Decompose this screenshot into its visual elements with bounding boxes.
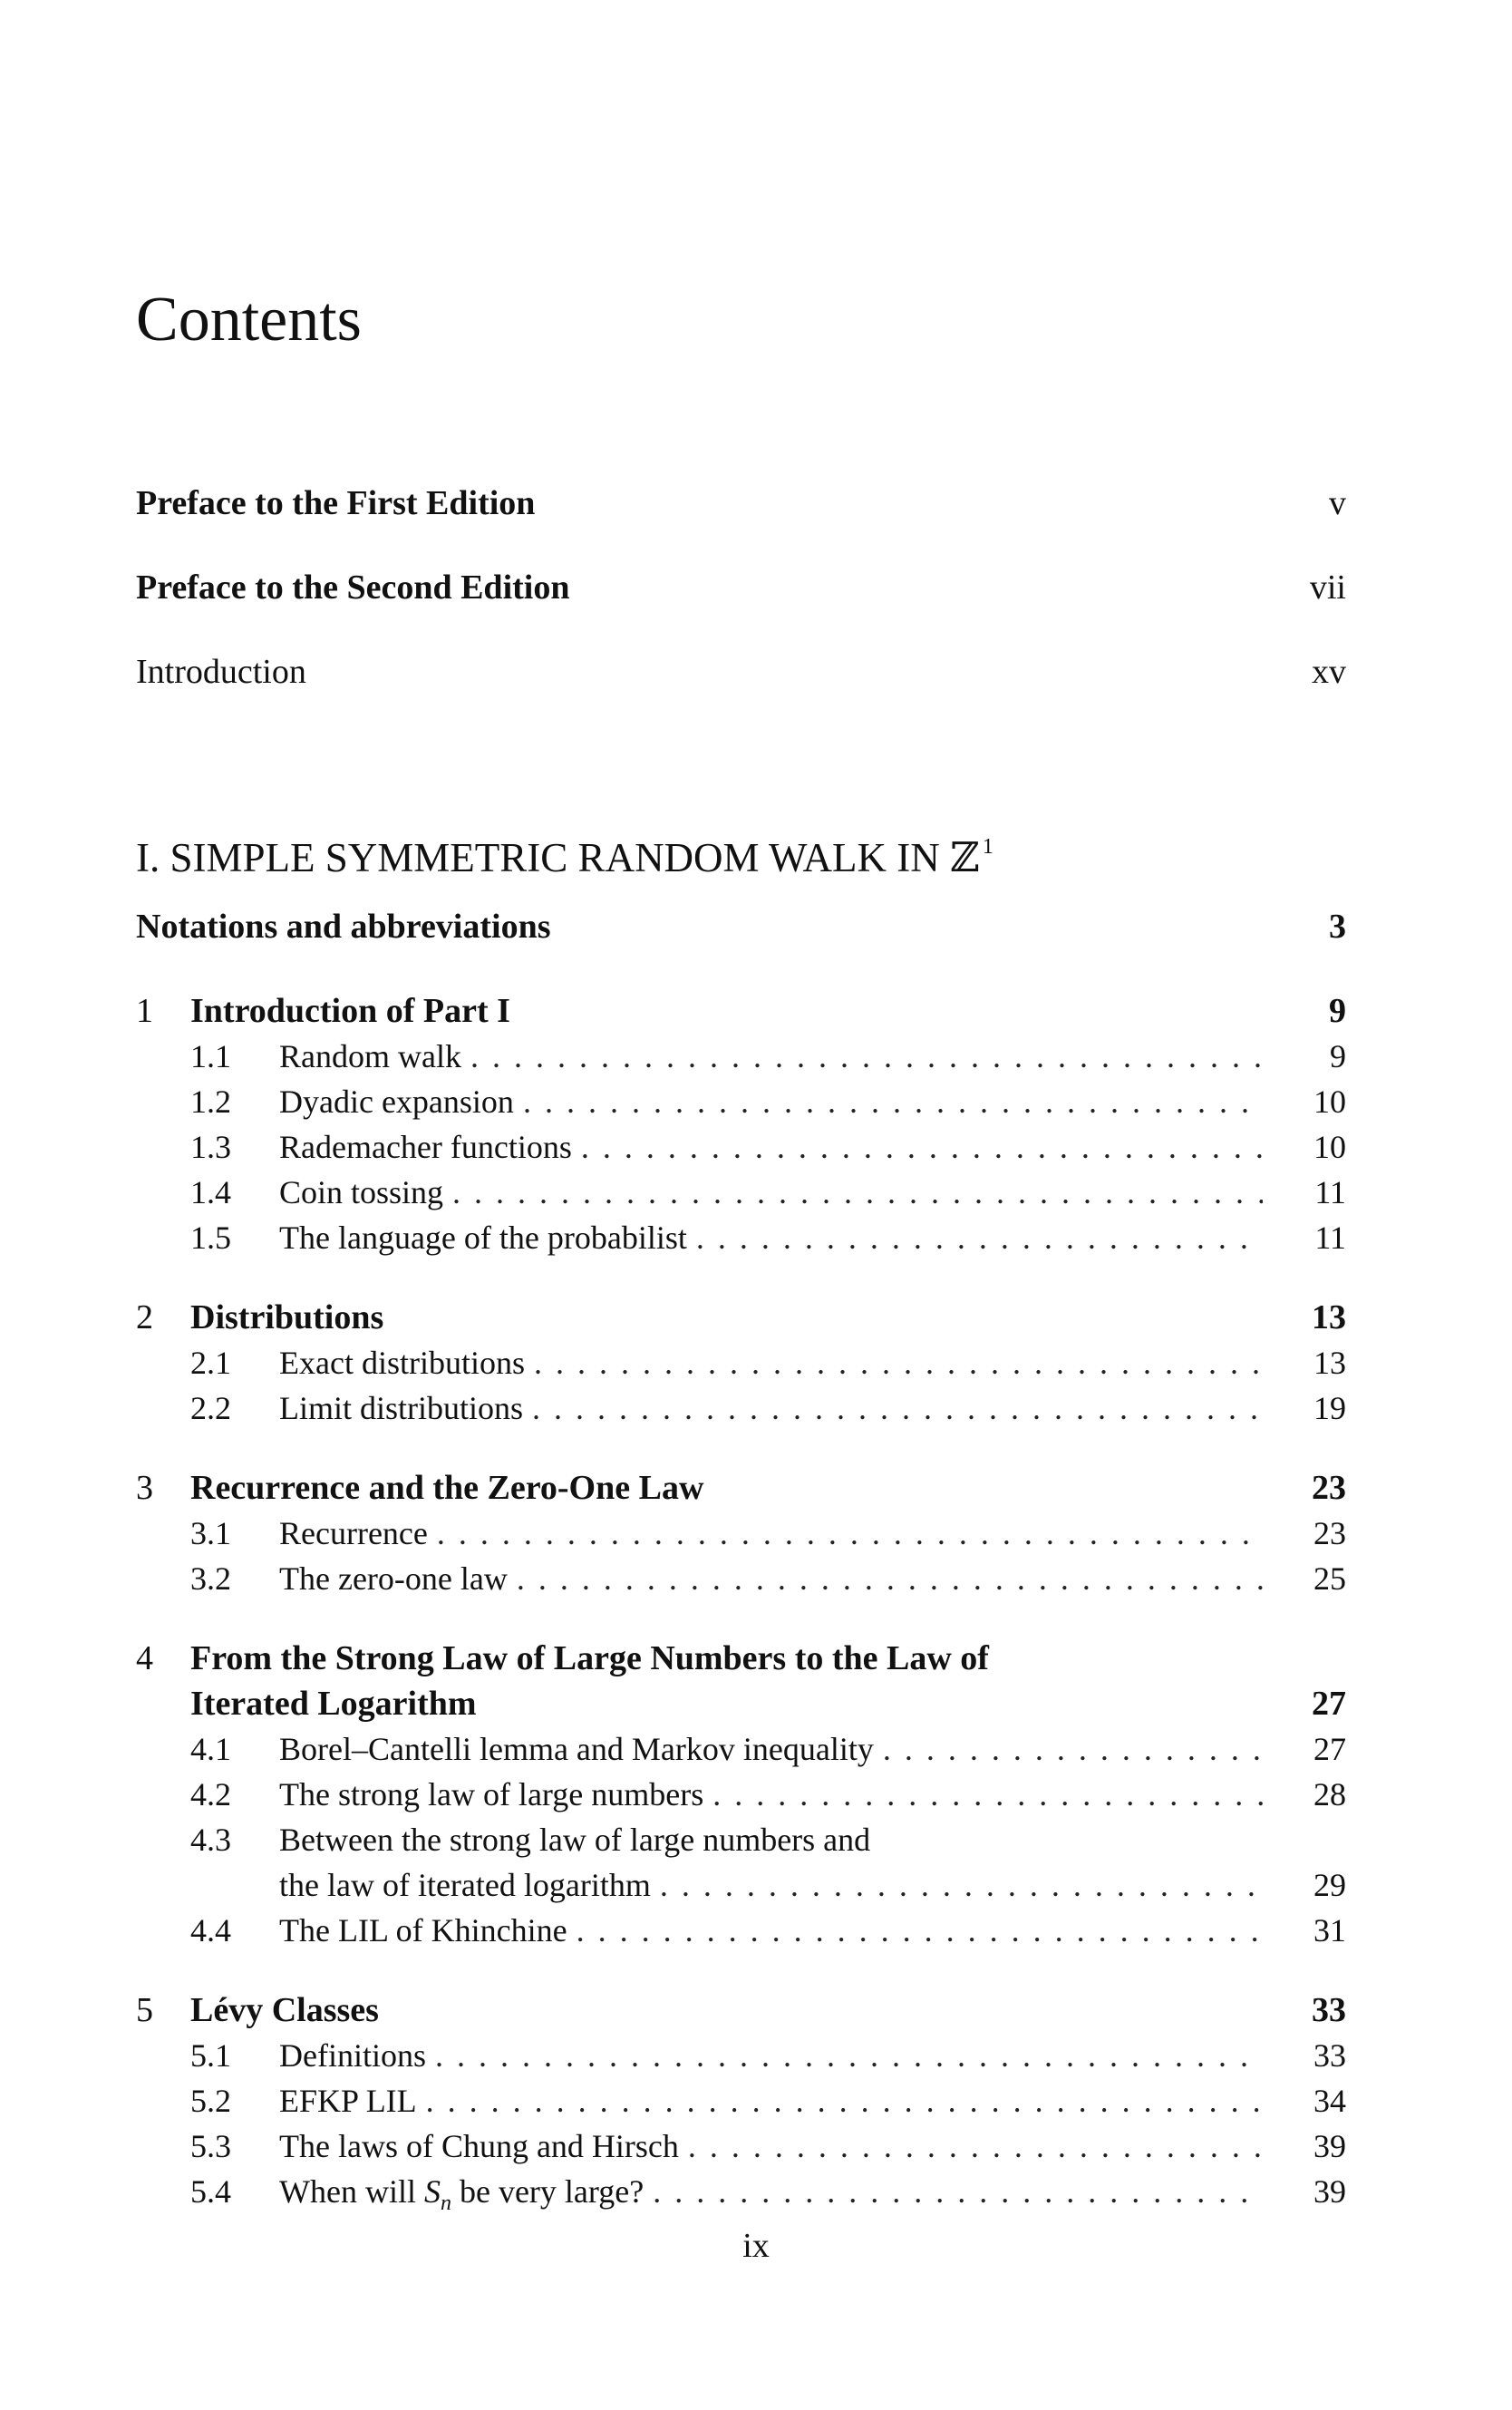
- chapter-3: [136, 1465, 1346, 1601]
- toc-entry-page: 3: [1329, 908, 1346, 946]
- section-number: 5.3: [190, 2128, 231, 2164]
- section-page: 31: [1313, 1912, 1346, 1948]
- chapter-5: [136, 1987, 1346, 2226]
- dot-leader: [653, 2169, 1263, 2214]
- chapter-title-line1: From the Strong Law of Large Numbers to the Law of: [190, 1639, 989, 1677]
- section-title: EFKP LIL: [279, 2083, 417, 2119]
- dot-leader: [426, 2078, 1263, 2123]
- table-of-contents: [136, 481, 1346, 2260]
- section-entry[interactable]: [136, 1034, 1346, 1079]
- section-number: 5.4: [190, 2173, 231, 2210]
- chapter-title: Lévy Classes: [190, 1991, 379, 2029]
- section-entry[interactable]: [136, 2078, 1346, 2123]
- dot-leader: [470, 1034, 1263, 1079]
- section-title: Exact distributions: [279, 1345, 525, 1381]
- section-title-post: be very large?: [451, 2173, 645, 2210]
- chapter-title-line2: Iterated Logarithm: [190, 1685, 477, 1723]
- toc-entry-preface-second[interactable]: [136, 565, 1346, 649]
- toc-entry-label: Preface to the Second Edition: [136, 568, 570, 607]
- section-page: 11: [1314, 1174, 1346, 1210]
- section-entry[interactable]: [136, 1385, 1346, 1431]
- toc-entry-label: Notations and abbreviations: [136, 908, 551, 946]
- dot-leader: [534, 1340, 1263, 1385]
- section-page: 23: [1313, 1515, 1346, 1551]
- dot-leader: [581, 1124, 1263, 1170]
- section-page: 10: [1313, 1084, 1346, 1120]
- section-page: 29: [1313, 1867, 1346, 1903]
- dot-leader: [532, 1385, 1263, 1431]
- toc-entry-notations[interactable]: [136, 904, 1346, 988]
- section-title: Rademacher functions: [279, 1129, 572, 1165]
- toc-entry-page: vii: [1309, 568, 1346, 607]
- toc-entry-page: xv: [1312, 653, 1346, 691]
- dot-leader: [435, 2033, 1263, 2078]
- section-title: The language of the probabilist: [279, 1220, 687, 1256]
- section-title-line2: the law of iterated logarithm: [279, 1867, 651, 1903]
- section-entry[interactable]: [136, 1079, 1346, 1124]
- page-title: Contents: [136, 285, 362, 355]
- chapter-title: [190, 1636, 1274, 1726]
- section-title: Definitions: [279, 2037, 426, 2074]
- section-title: Random walk: [279, 1038, 461, 1074]
- section-entry[interactable]: [136, 1772, 1346, 1817]
- math-symbol: S: [423, 2173, 441, 2210]
- section-number: 2.2: [190, 1390, 231, 1426]
- chapter-page: 9: [1329, 992, 1346, 1030]
- section-title: The strong law of large numbers: [279, 1776, 704, 1812]
- section-number: 2.1: [190, 1345, 231, 1381]
- section-entry[interactable]: [136, 2169, 1346, 2226]
- section-number: 1.3: [190, 1129, 231, 1165]
- chapter-number: 3: [136, 1469, 153, 1507]
- page-number-footer: ix: [742, 2227, 770, 2265]
- chapter-page: 13: [1312, 1298, 1346, 1336]
- section-number: 3.1: [190, 1515, 231, 1551]
- section-page: 10: [1313, 1129, 1346, 1165]
- chapter-title: Distributions: [190, 1298, 384, 1336]
- section-title-pre: When will: [279, 2173, 424, 2210]
- section-number: 4.2: [190, 1776, 231, 1812]
- toc-entry-label: Preface to the First Edition: [136, 484, 536, 522]
- dot-leader: [660, 1862, 1263, 1908]
- section-title: Recurrence: [279, 1515, 428, 1551]
- section-entry[interactable]: [136, 1908, 1346, 1953]
- section-number: 4.1: [190, 1731, 231, 1767]
- math-subscript: n: [440, 2191, 451, 2216]
- section-entry[interactable]: [136, 1817, 1346, 1908]
- section-number: 1.2: [190, 1084, 231, 1120]
- chapter-page: 27: [1312, 1685, 1346, 1723]
- section-entry[interactable]: [136, 1556, 1346, 1601]
- section-title: Limit distributions: [279, 1390, 524, 1426]
- toc-entry-page: v: [1329, 484, 1346, 522]
- section-entry[interactable]: [136, 1215, 1346, 1260]
- section-title: The zero-one law: [279, 1560, 508, 1597]
- chapter-page: 33: [1312, 1991, 1346, 2029]
- chapter-number: 1: [136, 992, 153, 1030]
- section-title: The LIL of Khinchine: [279, 1912, 567, 1948]
- section-title: Borel–Cantelli lemma and Markov inequality: [279, 1731, 874, 1767]
- chapter-heading[interactable]: [136, 988, 1346, 1034]
- toc-entry-preface-first[interactable]: [136, 481, 1346, 565]
- chapter-number: 4: [136, 1639, 153, 1677]
- chapter-2: [136, 1295, 1346, 1431]
- dot-leader: [452, 1170, 1263, 1215]
- section-title: The laws of Chung and Hirsch: [279, 2128, 679, 2164]
- section-page: 25: [1313, 1560, 1346, 1597]
- section-number: 5.1: [190, 2037, 231, 2074]
- chapter-page: 23: [1312, 1469, 1346, 1507]
- chapter-heading[interactable]: [136, 1465, 1346, 1511]
- section-page: 39: [1313, 2128, 1346, 2164]
- chapter-number: 2: [136, 1298, 153, 1336]
- section-number: 1.4: [190, 1174, 231, 1210]
- section-entry[interactable]: [136, 2123, 1346, 2169]
- chapter-heading[interactable]: [136, 1987, 1346, 2033]
- dot-leader: [712, 1772, 1263, 1817]
- section-page: 28: [1313, 1776, 1346, 1812]
- section-page: 33: [1313, 2037, 1346, 2074]
- section-title: [279, 2169, 644, 2226]
- section-page: 13: [1313, 1345, 1346, 1381]
- dot-leader: [523, 1079, 1263, 1124]
- dot-leader: [883, 1726, 1263, 1772]
- toc-entry-label: Introduction: [136, 653, 306, 691]
- part-title-superscript: 1: [982, 835, 993, 859]
- dot-leader: [437, 1511, 1263, 1556]
- section-page: 11: [1314, 1220, 1346, 1256]
- section-entry[interactable]: [136, 1124, 1346, 1170]
- dot-leader: [577, 1908, 1263, 1953]
- chapter-heading[interactable]: [136, 1295, 1346, 1340]
- section-title: Coin tossing: [279, 1174, 444, 1210]
- chapter-title: Recurrence and the Zero-One Law: [190, 1469, 704, 1507]
- dot-leader: [688, 2123, 1263, 2169]
- section-page: 9: [1330, 1038, 1346, 1074]
- section-title: Dyadic expansion: [279, 1084, 514, 1120]
- section-number: 5.2: [190, 2083, 231, 2119]
- chapter-number: 5: [136, 1991, 153, 2029]
- section-page: 34: [1313, 2083, 1346, 2119]
- section-number: 1.5: [190, 1220, 231, 1256]
- section-title-line1: Between the strong law of large numbers and: [279, 1822, 871, 1858]
- chapter-title: Introduction of Part I: [190, 992, 510, 1030]
- dot-leader: [517, 1556, 1263, 1601]
- section-number: 4.4: [190, 1912, 231, 1948]
- chapter-1: [136, 988, 1346, 1260]
- section-page: 39: [1313, 2173, 1346, 2210]
- chapter-4: [136, 1636, 1346, 1953]
- section-entry[interactable]: [136, 1340, 1346, 1385]
- section-entry[interactable]: [136, 1511, 1346, 1556]
- toc-entry-introduction[interactable]: [136, 649, 1346, 734]
- section-entry[interactable]: [136, 2033, 1346, 2078]
- section-page: 19: [1313, 1390, 1346, 1426]
- section-number: 1.1: [190, 1038, 231, 1074]
- chapter-heading[interactable]: [136, 1636, 1346, 1726]
- section-entry[interactable]: [136, 1170, 1346, 1215]
- part-title: [136, 820, 1346, 904]
- section-number: 3.2: [190, 1560, 231, 1597]
- dot-leader: [696, 1215, 1263, 1260]
- part-title-text: I. SIMPLE SYMMETRIC RANDOM WALK IN ℤ: [136, 835, 980, 880]
- section-page: 27: [1313, 1731, 1346, 1767]
- section-number: 4.3: [190, 1822, 231, 1858]
- section-entry[interactable]: [136, 1726, 1346, 1772]
